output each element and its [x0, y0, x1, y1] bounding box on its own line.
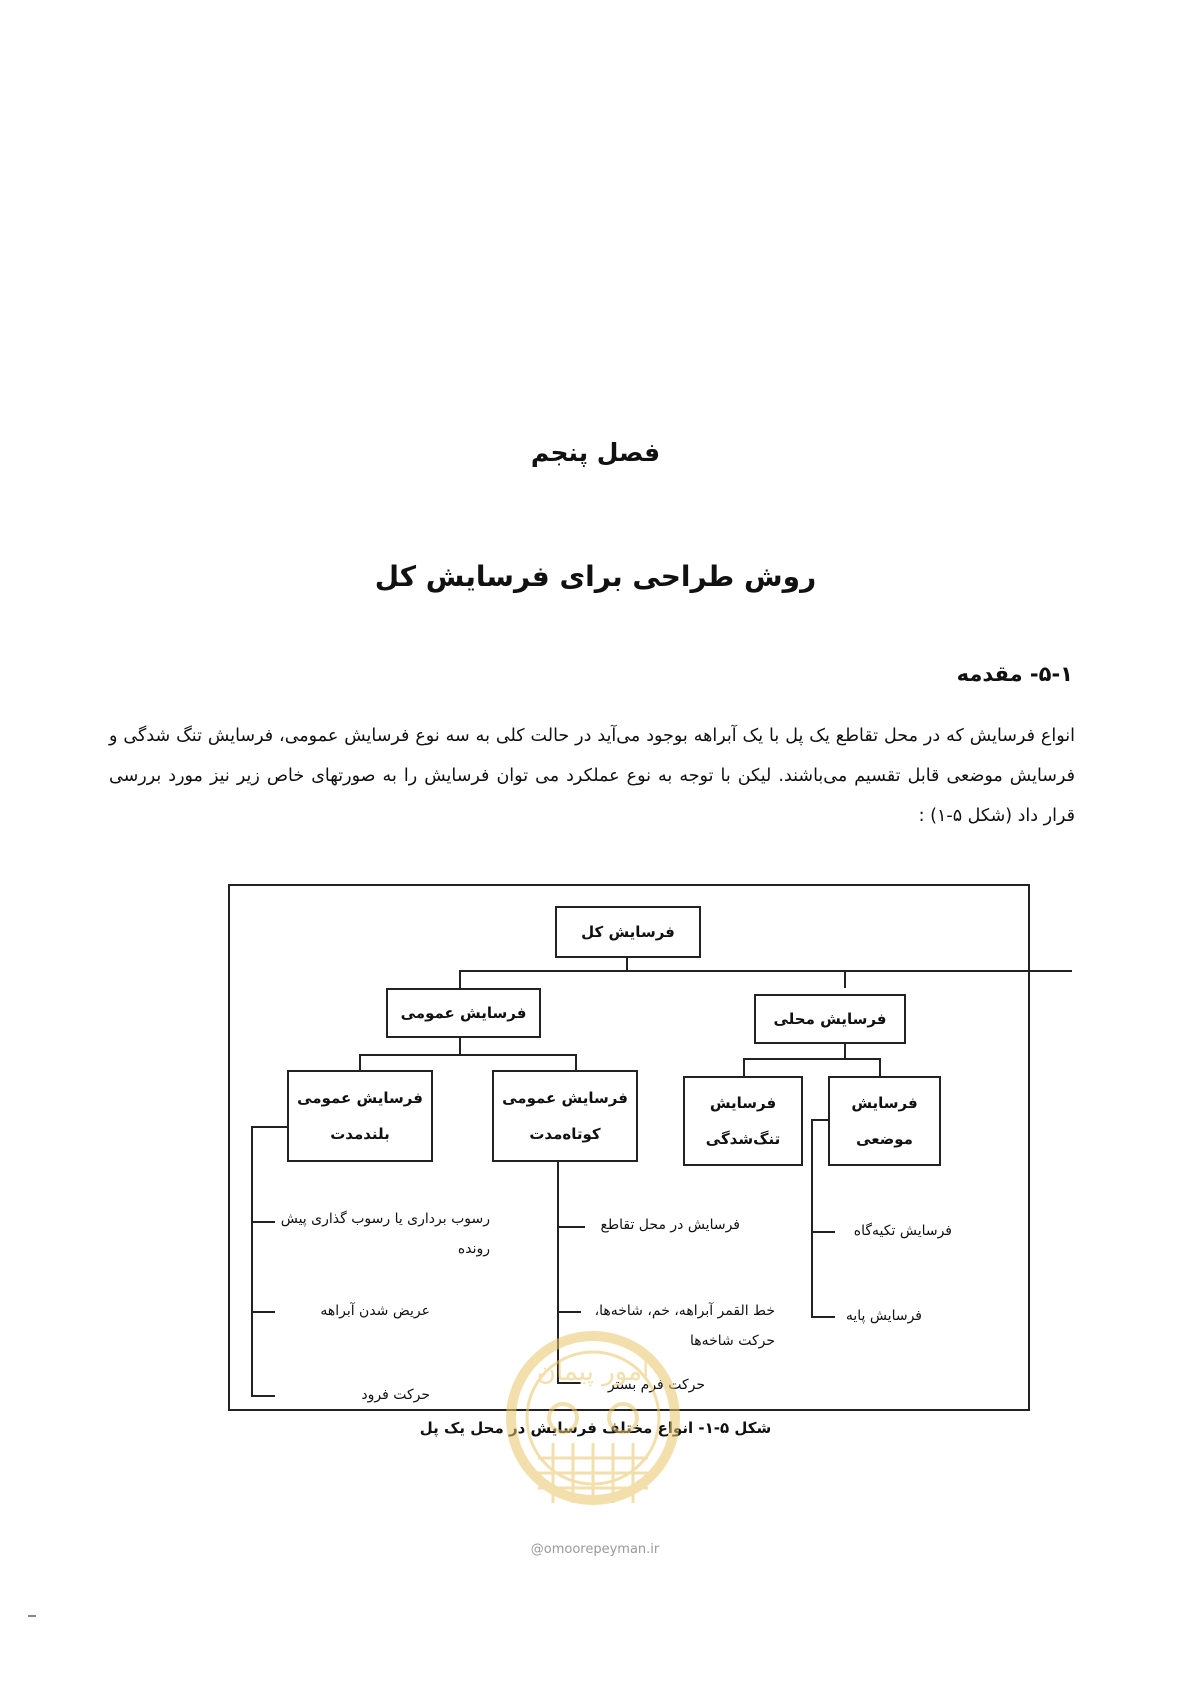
long-term-item: عریض شدن آبراهه — [320, 1303, 430, 1319]
connector — [459, 1038, 461, 1054]
connector — [557, 1162, 559, 1384]
connector — [879, 1058, 881, 1076]
short-term-item: خط القمر آبراهه، خم، شاخه‌ها، حرکت شاخه‌ها — [594, 1303, 775, 1349]
figure-caption: شکل ۵-۱- انواع مختلف فرسایش در محل یک پل — [419, 1419, 772, 1437]
long-term-item: حرکت فرود — [361, 1387, 430, 1403]
connector — [844, 970, 846, 988]
connector — [359, 1054, 577, 1056]
connector — [844, 1044, 846, 1058]
connector — [575, 1054, 577, 1070]
local-scour-leaf-box — [828, 1076, 941, 1166]
short-term-line2: کوتاه‌مدت — [529, 1125, 601, 1143]
connector — [251, 1126, 287, 1128]
connector — [743, 1058, 745, 1076]
local-scour-box — [754, 994, 906, 1044]
root-label: فرسایش کل — [581, 923, 675, 941]
long-term-line1: فرسایش عمومی — [297, 1089, 423, 1107]
connector — [743, 1058, 881, 1060]
connector — [811, 1231, 835, 1233]
connector — [811, 1119, 828, 1121]
contraction-line2: تنگ‌شدگی — [705, 1130, 781, 1148]
local-item: فرسایش تکیه‌گاه — [853, 1223, 952, 1239]
long-term-line2: بلندمدت — [330, 1125, 390, 1143]
connector — [459, 970, 1072, 972]
figure-frame — [228, 884, 1030, 1411]
contraction-scour-box — [683, 1076, 803, 1166]
connector — [459, 970, 461, 988]
connector — [251, 1221, 275, 1223]
general-scour-label: فرسایش عمومی — [400, 1004, 527, 1022]
watermark-text: امور پیمان — [536, 1357, 650, 1387]
short-term-item: فرسایش در محل تقاطع — [600, 1217, 740, 1233]
intro-paragraph: انواع فرسایش که در محل تقاطع یک پل با یک آبراهه بوجود می‌آید در حالت کلی به سه نوع فرسایش عمومی، فرسایش تنگ شدگی و فرسایش موضعی قابل تقسیم می‌باشند. لیکن با توجه به نوع عملکرد می توان فرسایش را به صورتهای خاص زیر نیز مورد بررسی قرار داد (شکل ۵-۱) : — [109, 726, 1075, 826]
long-term-item: رسوب برداری یا رسوب گذاری پیش رونده — [280, 1211, 490, 1257]
connector — [557, 1382, 581, 1384]
connector — [251, 1126, 253, 1397]
connector — [811, 1119, 813, 1318]
connector — [626, 958, 628, 970]
short-term-item: حرکت فرم بستر — [607, 1377, 705, 1393]
chapter-heading: فصل پنجم — [530, 438, 661, 467]
section-heading: ۵-۱- مقدمه — [956, 662, 1073, 686]
connector — [359, 1054, 361, 1070]
connector — [811, 1316, 835, 1318]
contraction-line1: فرسایش — [709, 1094, 777, 1112]
local-item: فرسایش پایه — [845, 1308, 922, 1324]
general-scour-box — [386, 988, 541, 1038]
local-scour-label: فرسایش محلی — [773, 1010, 887, 1028]
connector — [251, 1311, 275, 1313]
connector — [251, 1395, 275, 1397]
connector — [557, 1311, 581, 1313]
website-watermark: @omoorepeyman.ir — [530, 1542, 660, 1557]
short-term-general-box — [492, 1070, 638, 1162]
connector — [557, 1226, 585, 1228]
short-term-line1: فرسایش عمومی — [502, 1089, 628, 1107]
page-title: روش طراحی برای فرسایش کل — [374, 560, 817, 593]
page-mark — [28, 1615, 36, 1617]
long-term-general-box — [287, 1070, 433, 1162]
local-line2: موضعی — [856, 1130, 913, 1148]
root-box — [555, 906, 701, 958]
local-line1: فرسایش — [851, 1094, 918, 1112]
